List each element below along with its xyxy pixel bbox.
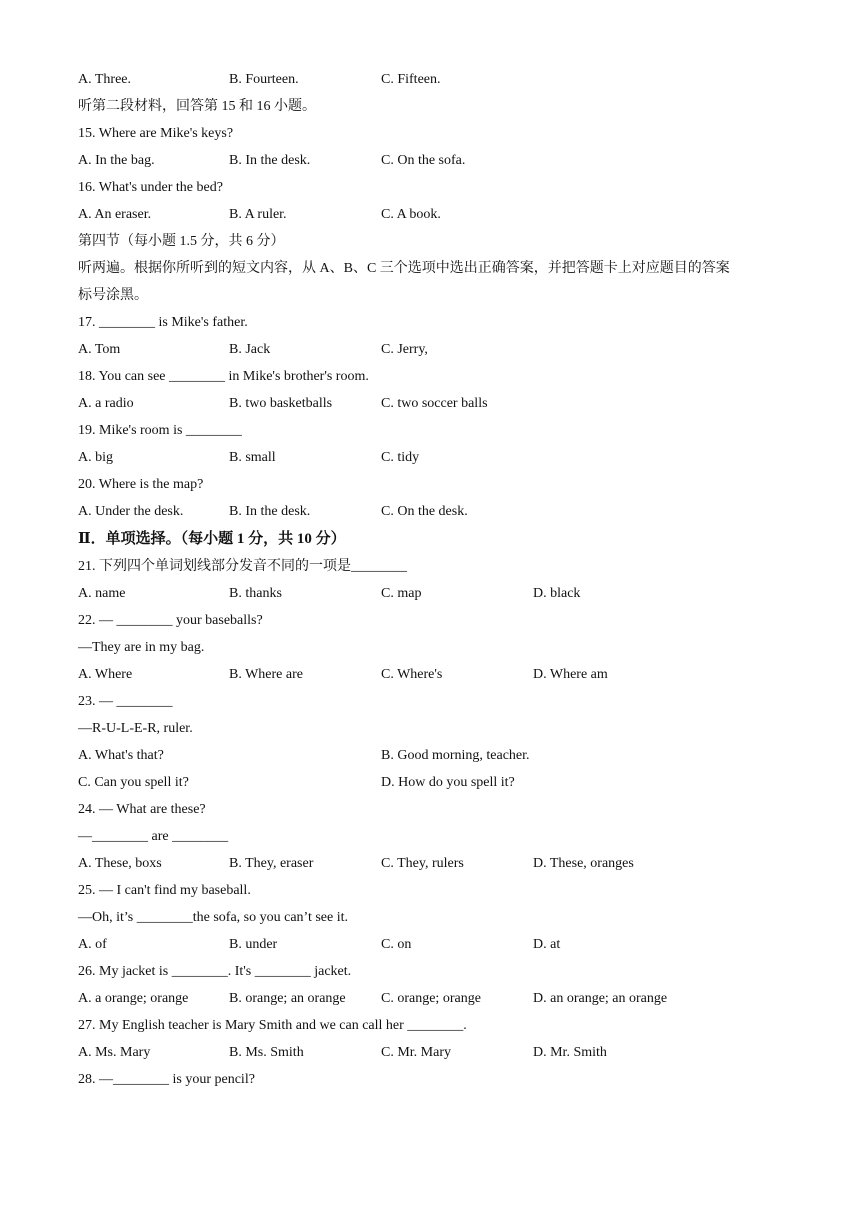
option-a: A. Under the desk. (78, 504, 184, 519)
option-a: A. of (78, 937, 107, 952)
option-b: B. orange; an orange (229, 991, 346, 1006)
option-d: D. Where am (533, 667, 608, 682)
option-c: C. on (381, 937, 412, 952)
section-four-instruction-cont: 标号涂黑。 (78, 288, 148, 303)
option-c: C. Can you spell it? (78, 775, 189, 790)
question-15: 15. Where are Mike's keys? (78, 126, 234, 141)
option-b: B. A ruler. (229, 207, 287, 222)
option-b: B. Good morning, teacher. (381, 748, 530, 763)
question-21: 21. 下列四个单词划线部分发音不同的一项是________ (78, 559, 407, 574)
question-20: 20. Where is the map? (78, 477, 204, 492)
option-b: B. Jack (229, 342, 271, 357)
option-b: B. In the desk. (229, 153, 311, 168)
option-a: A. An eraser. (78, 207, 152, 222)
option-a: A. a orange; orange (78, 991, 189, 1006)
option-c: C. Mr. Mary (381, 1045, 451, 1060)
option-b: B. Fourteen. (229, 72, 299, 87)
question-26: 26. My jacket is ________. It's ________ jacket. (78, 964, 352, 979)
option-a: A. Where (78, 667, 133, 682)
question-17: 17. ________ is Mike's father. (78, 315, 248, 330)
section-instruction: 听第二段材料，回答第 15 和 16 小题。 (78, 99, 316, 114)
question-18: 18. You can see ________ in Mike's brother's room. (78, 369, 369, 384)
option-a: A. These, boxs (78, 856, 162, 871)
option-a: A. Three. (78, 72, 131, 87)
option-a: A. big (78, 450, 113, 465)
option-a: A. a radio (78, 396, 134, 411)
question-22-reply: —They are in my bag. (78, 640, 205, 655)
option-c: C. tidy (381, 450, 420, 465)
option-c: C. orange; orange (381, 991, 481, 1006)
option-c: C. They, rulers (381, 856, 464, 871)
question-28: 28. —________ is your pencil? (78, 1072, 255, 1087)
question-25: 25. — I can't find my baseball. (78, 883, 251, 898)
option-d: D. How do you spell it? (381, 775, 515, 790)
option-c: C. On the desk. (381, 504, 468, 519)
option-c: C. Fifteen. (381, 72, 441, 87)
option-d: D. These, oranges (533, 856, 634, 871)
option-d: D. an orange; an orange (533, 991, 668, 1006)
section-four-instruction: 听两遍。根据你所听到的短文内容，从 A、B、C 三个选项中选出正确答案，并把答题卡上对应题目的答案 (78, 261, 730, 276)
option-c: C. Where's (381, 667, 443, 682)
option-b: B. thanks (229, 586, 282, 601)
question-24-reply: —________ are ________ (78, 829, 229, 844)
question-27: 27. My English teacher is Mary Smith and we can call her ________. (78, 1018, 467, 1033)
option-b: B. They, eraser (229, 856, 314, 871)
part-two-heading: Ⅱ．单项选择。（每小题 1 分，共 10 分） (78, 531, 346, 547)
option-b: B. In the desk. (229, 504, 311, 519)
section-four-title: 第四节（每小题 1.5 分，共 6 分） (78, 234, 285, 249)
option-a: A. Ms. Mary (78, 1045, 151, 1060)
option-a: A. name (78, 586, 126, 601)
option-c: C. Jerry, (381, 342, 428, 357)
option-a: A. In the bag. (78, 153, 155, 168)
option-b: B. Where are (229, 667, 303, 682)
question-23: 23. — ________ (78, 694, 173, 709)
option-b: B. small (229, 450, 276, 465)
option-a: A. Tom (78, 342, 121, 357)
option-d: D. Mr. Smith (533, 1045, 607, 1060)
option-b: B. Ms. Smith (229, 1045, 304, 1060)
option-b: B. under (229, 937, 278, 952)
option-b: B. two basketballs (229, 396, 333, 411)
option-c: C. On the sofa. (381, 153, 466, 168)
option-d: D. at (533, 937, 561, 952)
question-24: 24. — What are these? (78, 802, 206, 817)
option-c: C. two soccer balls (381, 396, 488, 411)
question-22: 22. — ________ your baseballs? (78, 613, 263, 628)
option-c: C. A book. (381, 207, 441, 222)
option-a: A. What's that? (78, 748, 164, 763)
question-25-reply: —Oh, it’s ________the sofa, so you can’t see it. (78, 910, 348, 925)
question-16: 16. What's under the bed? (78, 180, 223, 195)
option-d: D. black (533, 586, 581, 601)
question-19: 19. Mike's room is ________ (78, 423, 242, 438)
question-23-reply: —R-U-L-E-R, ruler. (78, 721, 193, 736)
option-c: C. map (381, 586, 422, 601)
